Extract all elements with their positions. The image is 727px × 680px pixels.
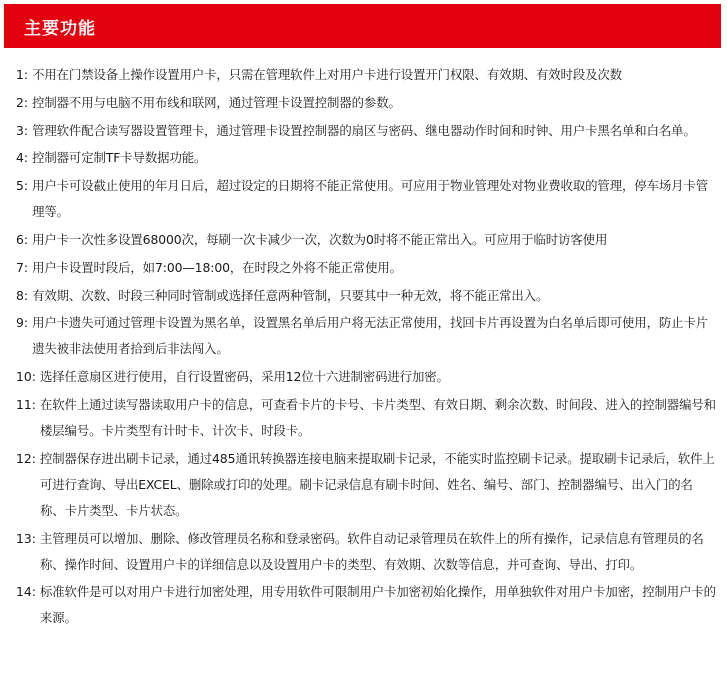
feature-item-7 [16,255,716,281]
feature-item-6 [16,227,716,253]
feature-item-10 [16,364,716,390]
feature-item-3 [16,118,716,144]
feature-item-12 [16,446,716,524]
feature-number: 3: [16,122,29,138]
feature-number: 10: [16,369,36,385]
feature-number: 4: [16,150,29,166]
feature-item-4 [16,145,716,171]
feature-number: 12: [16,450,36,466]
feature-item-14 [16,579,716,631]
feature-text: 主管理员可以增加、删除、修改管理员名称和登录密码。软件自动记录管理员在软件上的所有操作，记录信息有管理员的名称、操作时间、设置用户卡的详细信息以及设置用户卡的类型、有效期、次数等信息，并可查询、导出、打印。 [39,530,704,572]
feature-text: 用户卡遗失可通过管理卡设置为黑名单，设置黑名单后用户将无法正常使用，找回卡片再设置为白名单后即可使用，防止卡片遗失被非法使用者拾到后非法闯入。 [32,315,709,357]
feature-text: 管理软件配合读写器设置管理卡，通过管理卡设置控制器的扇区与密码、继电器动作时间和时钟、用户卡黑名单和白名单。 [32,122,696,138]
feature-text: 标准软件是可以对用户卡进行加密处理，用专用软件可限制用户卡加密初始化操作，用单独软件对用户卡加密，控制用户卡的来源。 [39,584,716,626]
feature-text: 用户卡可设截止使用的年月日后，超过设定的日期将不能正常使用。可应用于物业管理处对物业费收取的管理，停车场月卡管理等。 [32,178,709,220]
section-title: 主要功能 [24,18,96,39]
feature-number: 11: [16,396,36,412]
feature-text: 控制器不用与电脑不用布线和联网，通过管理卡设置控制器的参数。 [32,94,401,110]
feature-text: 在软件上通过读写器读取用户卡的信息，可查看卡片的卡号、卡片类型、有效日期、剩余次数、时间段、进入的控制器编号和楼层编号。卡片类型有计时卡、计次卡、时段卡。 [39,396,716,438]
feature-text: 控制器可定制TF卡导数据功能。 [32,150,207,166]
feature-item-11 [16,392,716,444]
feature-number: 1: [16,67,29,82]
feature-text: 用户卡设置时段后，如7:00—18:00，在时段之外将不能正常使用。 [32,259,402,275]
feature-item-1 [16,62,716,88]
feature-text: 有效期、次数、时段三种同时管制或选择任意两种管制，只要其中一种无效，将不能正常出入。 [32,287,549,303]
feature-item-2 [16,90,716,116]
feature-number: 14: [16,584,36,600]
feature-item-9 [16,310,716,362]
feature-number: 2: [16,94,29,110]
feature-text: 用户卡一次性多设置68000次，每刷一次卡减少一次，次数为0时将不能正常出入。可应用于临时访客使用 [32,231,608,247]
feature-number: 5: [16,178,29,194]
feature-text: 选择任意扇区进行使用，自行设置密码，采用12位十六进制密码进行加密。 [39,369,449,385]
feature-item-5 [16,173,716,225]
feature-number: 7: [16,259,29,275]
feature-number: 9: [16,315,29,331]
feature-text: 控制器保存进出刷卡记录，通过485通讯转换器连接电脑来提取刷卡记录，不能实时监控刷卡记录。提取刷卡记录后，软件上可进行查询、导出EXCEL、删除或打印的处理。刷卡记录信息有刷卡时间、姓名、编号、部门、控制器编号、出入门的名称、卡片类型、卡片状态。 [39,450,715,518]
feature-number: 13: [16,530,36,546]
feature-text: 不用在门禁设备上操作设置用户卡，只需在管理软件上对用户卡进行设置开门权限、有效期、有效时段及次数 [32,67,623,82]
section-header [4,4,721,48]
feature-number: 8: [16,287,29,303]
feature-item-13 [16,526,716,578]
feature-number: 6: [16,231,29,247]
feature-list [16,62,716,633]
feature-item-8 [16,283,716,309]
